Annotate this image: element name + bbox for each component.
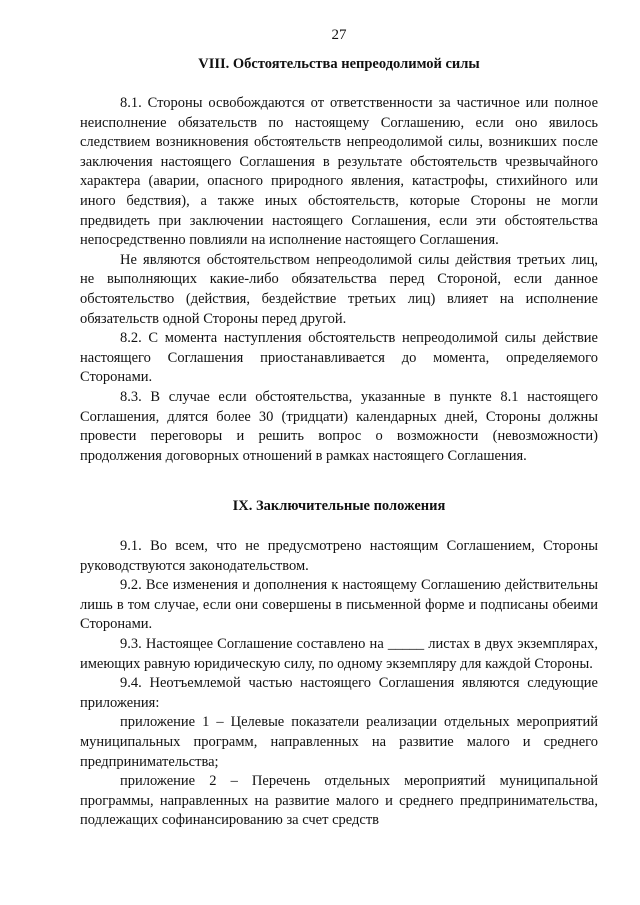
section-9-title: IX. Заключительные положения (232, 498, 446, 514)
section-9-body (80, 537, 598, 831)
paragraph-9-2: 9.2. Все изменения и дополнения к настоящему Соглашению действительны лишь в том случае, если они совершены в письменной форме и подписаны обеими Сторонами. (80, 577, 598, 633)
paragraph-8-1-note: Не являются обстоятельством непреодолимой силы действия третьих лиц, не выполняющих какие-либо обязательства перед Стороной, если данное обстоятельство (действия, бездействие третьих лиц) влияет на исполнение обязательств одной Стороны перед другой. (80, 251, 598, 327)
paragraph-8-2: 8.2. С момента наступления обстоятельств непреодолимой силы действие настоящего Соглашения приостанавливается до момента, определяемого Сторонами. (80, 330, 598, 386)
paragraph-8-1: 8.1. Стороны освобождаются от ответственности за частичное или полное неисполнение обязательств по настоящему Соглашению, если оно явилось следствием возникновения обстоятельств непреодолимой силы, возникших после заключения настоящего Соглашения в результате обстоятельств чрезвычайного характера (аварии, опасного природного явления, катастрофы, стихийного или иного бедствия), а также иных обстоятельств, которые Стороны не могли предвидеть при заключении настоящего Соглашения, если эти обстоятельства непосредственно повлияли на исполнение настоящего Соглашения. (80, 95, 598, 249)
appendix-1-item: приложение 1 – Целевые показатели реализации отдельных мероприятий муниципальных программ, направленных на развитие малого и среднего предпринимательства; (80, 714, 598, 770)
appendix-2-item: приложение 2 – Перечень отдельных мероприятий муниципальной программы, направленных на развитие малого и среднего предпринимательства, подлежащих софинансированию за счет средств (80, 773, 598, 829)
section-8-body (80, 94, 598, 466)
paragraph-9-3: 9.3. Настоящее Соглашение составлено на _____ листах в двух экземплярах, имеющих равную юридическую силу, по одному экземпляру для каждой Стороны. (80, 635, 598, 672)
paragraph-9-4: 9.4. Неотъемлемой частью настоящего Соглашения являются следующие приложения: (80, 675, 598, 711)
page-number: 27 (331, 27, 347, 43)
paragraph-9-1: 9.1. Во всем, что не предусмотрено настоящим Соглашением, Стороны руководствуются законодательством. (80, 538, 598, 574)
paragraph-8-3: 8.3. В случае если обстоятельства, указанные в пункте 8.1 настоящего Соглашения, длятся более 30 (тридцати) календарных дней, Стороны должны провести переговоры и решить вопрос о возможности (невозможности) продолжения договорных отношений в рамках настоящего Соглашения. (80, 388, 598, 464)
section-8-title: VIII. Обстоятельства непреодолимой силы (198, 56, 480, 72)
